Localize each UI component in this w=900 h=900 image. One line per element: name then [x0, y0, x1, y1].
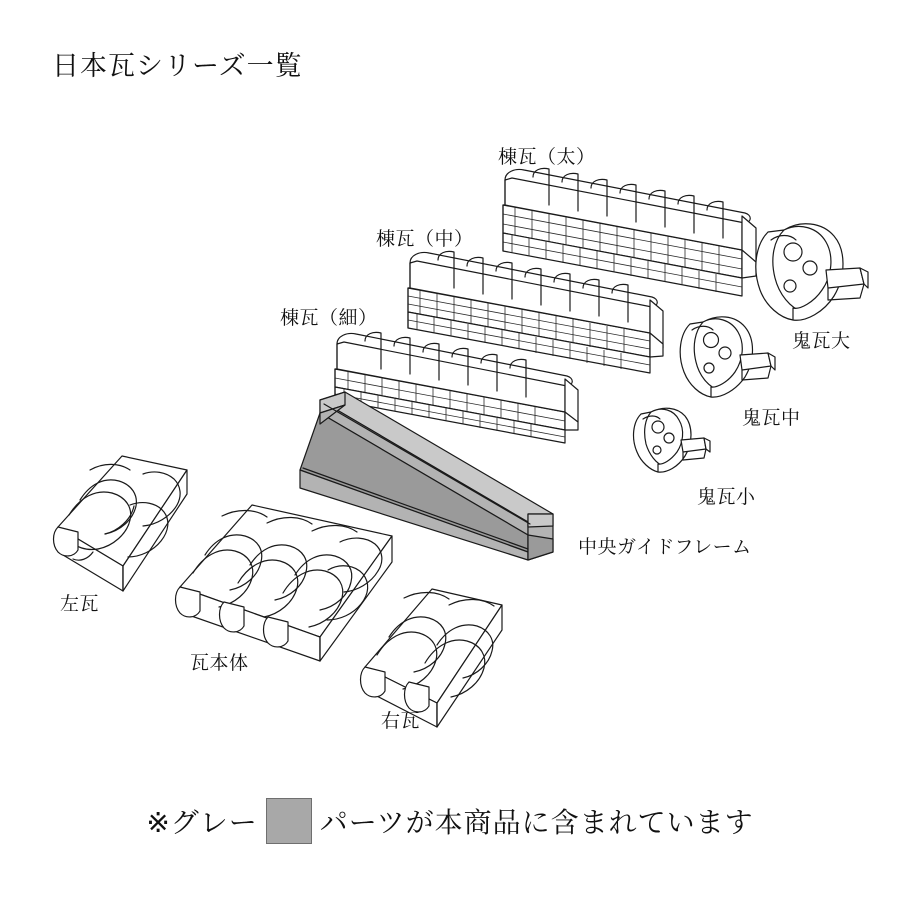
footer-prefix: ※グレー [146, 806, 258, 839]
page-title: 日本瓦シリーズ一覧 [52, 51, 303, 82]
label-munegawara-futo: 棟瓦（太） [498, 146, 596, 168]
part-onigawara-dai [756, 224, 868, 321]
label-munegawara-hoso: 棟瓦（細） [280, 307, 378, 329]
part-onigawara-chu [680, 317, 775, 397]
label-onigawara-chu: 鬼瓦中 [742, 407, 801, 429]
label-munegawara-chu: 棟瓦（中） [376, 228, 474, 250]
label-onigawara-dai: 鬼瓦大 [792, 330, 851, 352]
gray-color-swatch [266, 798, 312, 844]
part-hidari-gawara [54, 456, 188, 591]
part-kawara-hontai [176, 505, 393, 661]
footer-note [0, 798, 900, 844]
footer-suffix: パーツが本商品に含まれています [319, 806, 754, 839]
label-migi-gawara: 右瓦 [381, 710, 421, 732]
part-onigawara-sho [634, 408, 710, 472]
label-chuo-guide-frame: 中央ガイドフレーム [578, 536, 752, 558]
label-kawara-hontai: 瓦本体 [190, 652, 249, 674]
label-onigawara-sho: 鬼瓦小 [697, 486, 756, 508]
label-hidari-gawara: 左瓦 [60, 593, 100, 615]
